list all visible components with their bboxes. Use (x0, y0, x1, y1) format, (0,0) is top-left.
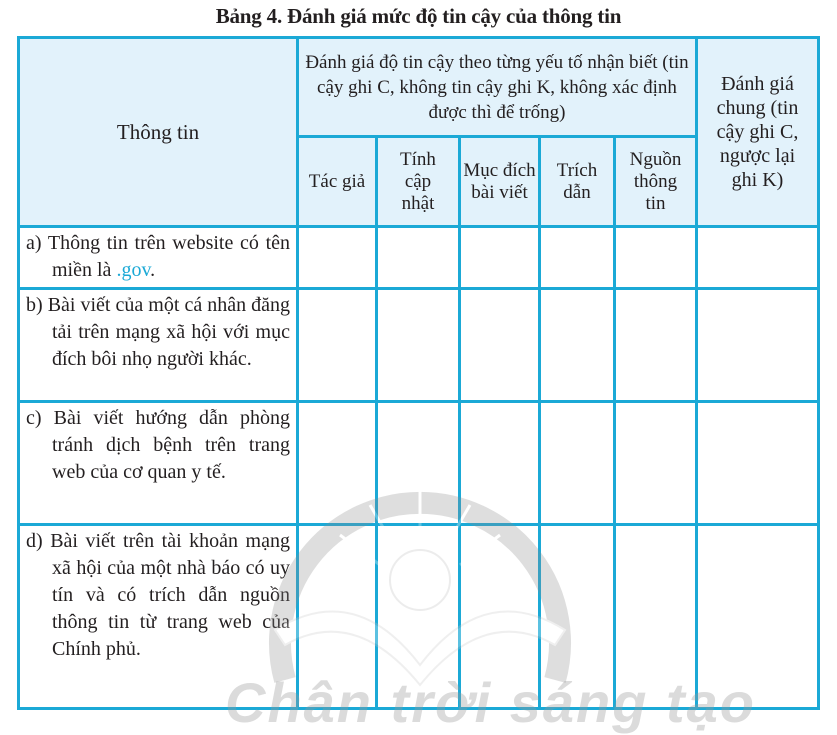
header-citation: Trích dẫn (540, 137, 615, 227)
reliability-table (17, 36, 820, 710)
cell-citation[interactable] (540, 227, 615, 289)
row-info: d) Bài viết trên tài khoản mạng xã hội của một nhà báo có uy tín và có trích dẫn nguồn thông tin từ trang web của Chính phủ. (19, 525, 298, 709)
table-row-c (19, 402, 819, 525)
gov-domain: .gov (116, 259, 151, 281)
cell-update[interactable] (377, 402, 460, 525)
watermark-text: Chân trời sáng tạo (225, 671, 756, 734)
cell-purpose[interactable] (460, 289, 540, 402)
cell-update[interactable] (377, 525, 460, 709)
cell-source[interactable] (615, 525, 697, 709)
header-overall: Đánh giá chung (tin cậy ghi C, ngược lại ghi K) (697, 38, 819, 227)
header-author: Tác giả (298, 137, 377, 227)
cell-author[interactable] (298, 227, 377, 289)
cell-author[interactable] (298, 402, 377, 525)
cell-purpose[interactable] (460, 227, 540, 289)
cell-purpose[interactable] (460, 402, 540, 525)
row-info: b) Bài viết của một cá nhân đăng tải trên mạng xã hội với mục đích bôi nhọ người khác. (19, 289, 298, 402)
table-row-b (19, 289, 819, 402)
header-group-criteria: Đánh giá độ tin cậy theo từng yếu tố nhận biết (tin cậy ghi C, không tin cậy ghi K, không xác định được thì để trống) (298, 38, 697, 137)
cell-citation[interactable] (540, 525, 615, 709)
cell-author[interactable] (298, 289, 377, 402)
header-purpose: Mục đích bài viết (460, 137, 540, 227)
cell-update[interactable] (377, 227, 460, 289)
cell-author[interactable] (298, 525, 377, 709)
table-row-a (19, 227, 819, 289)
table-caption: Bảng 4. Đánh giá mức độ tin cậy của thông tin (215, 4, 622, 28)
row-info: c) Bài viết hướng dẫn phòng tránh dịch bệnh trên trang web của cơ quan y tế. (19, 402, 298, 525)
header-source: Nguồn thông tin (615, 137, 697, 227)
cell-purpose[interactable] (460, 525, 540, 709)
cell-citation[interactable] (540, 289, 615, 402)
cell-overall[interactable] (697, 227, 819, 289)
cell-source[interactable] (615, 402, 697, 525)
cell-update[interactable] (377, 289, 460, 402)
cell-source[interactable] (615, 289, 697, 402)
cell-citation[interactable] (540, 402, 615, 525)
cell-source[interactable] (615, 227, 697, 289)
row-info: a) Thông tin trên website có tên miền là .gov. (19, 227, 298, 289)
cell-overall[interactable] (697, 402, 819, 525)
cell-overall[interactable] (697, 289, 819, 402)
header-info: Thông tin (19, 38, 298, 227)
header-update: Tính cập nhật (377, 137, 460, 227)
cell-overall[interactable] (697, 525, 819, 709)
table-row-d (19, 525, 819, 709)
